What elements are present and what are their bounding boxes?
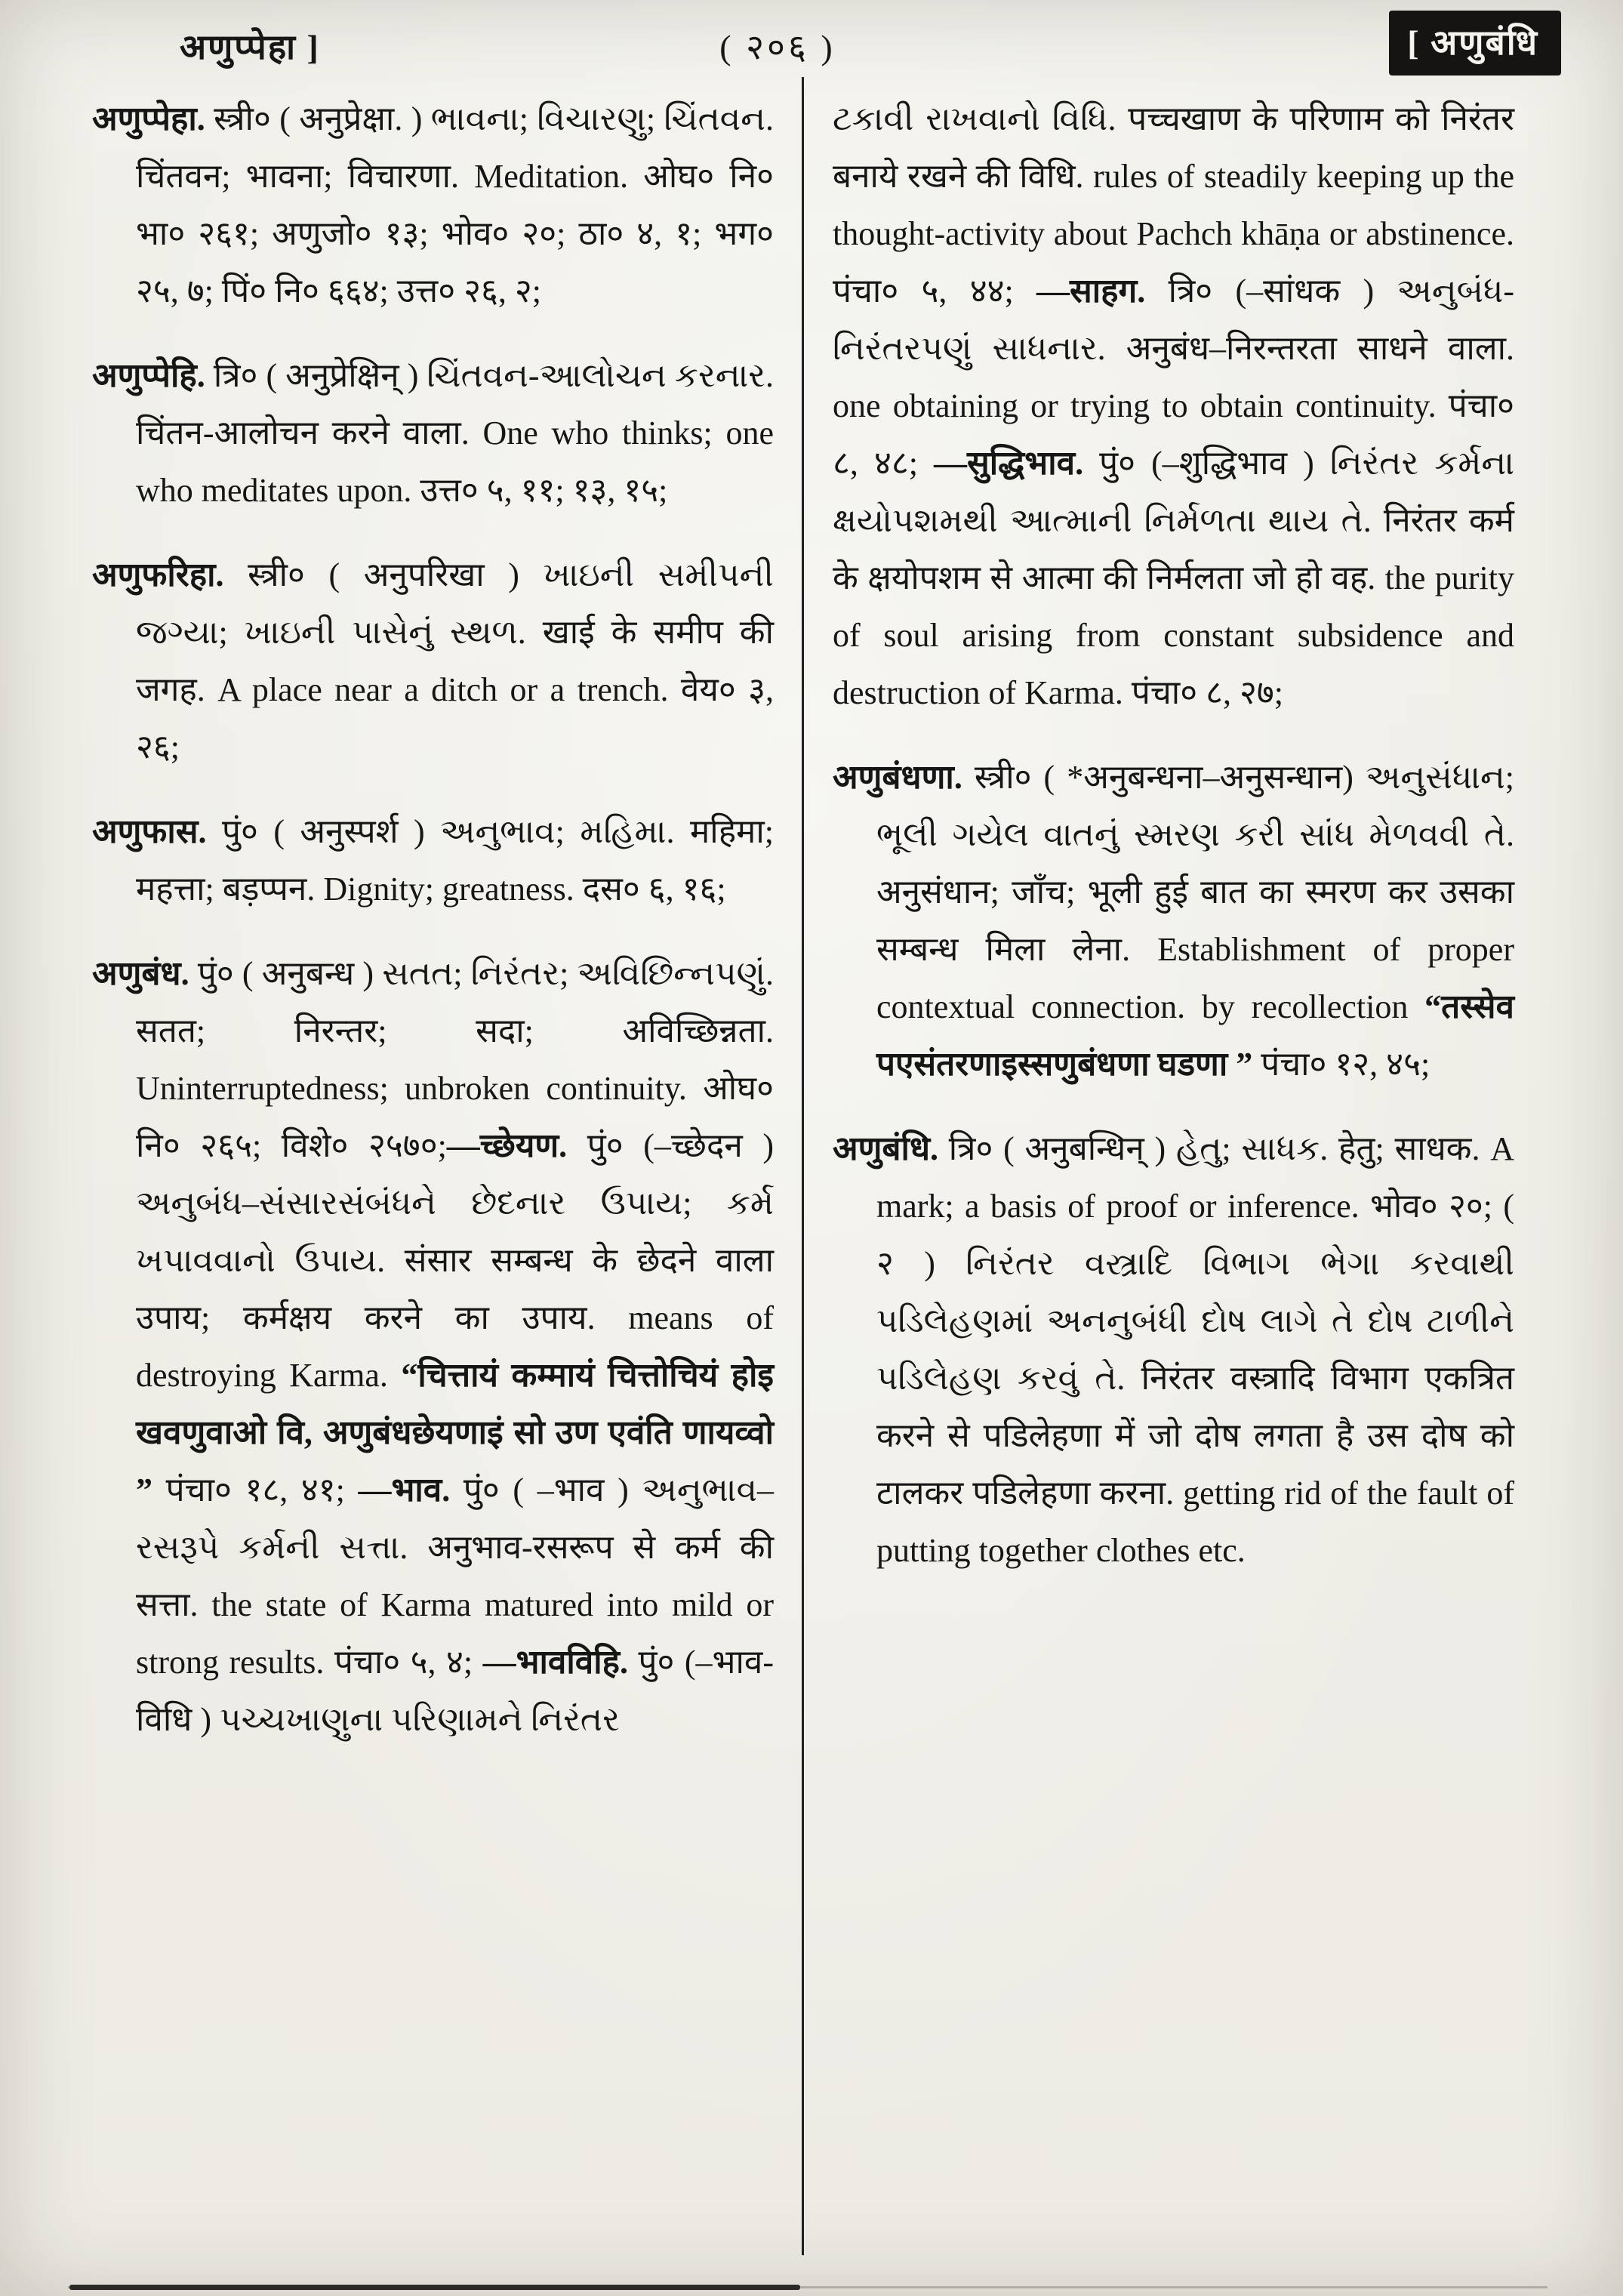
headword-text: —सुद्धिभाव. <box>934 445 1084 482</box>
headword-text: अणुबंधणा. <box>833 759 962 796</box>
dictionary-entry <box>92 547 774 776</box>
text-block <box>92 91 1514 1776</box>
entry-body-text: ટકાવી રાખવાનો વિધિ. पच्चखाण के परिणाम को निरंतर बनाये रखने की विधि. rules of steadily keeping up the thought-activity about Pachch khāṇa or abstinence. पंचा० ५, ४४; <box>833 100 1514 310</box>
entry-body-text: पुं० ( अनुबन्ध ) સતત; નિરંતર; અવિછિન્નપણું. सतत; निरन्तर; सदा; अविच्छिन्नता. Uninterruptedness; unbroken continuity. ओघ० नि० २६५; विशे० २५७०; <box>136 955 774 1164</box>
entry-body-text: पुं० ( –भाव ) અનુભાવ–રસરૂપે કર્મની સત્તા. अनुभाव-रसरूप से कर्म की सत्ता. the state of Karma matured into mild or strong results. पंचा० ५, ४; <box>136 1472 775 1681</box>
headword-text: —भाव. <box>358 1472 451 1509</box>
entry-body-text: पुं० (–शुद्धिभाव ) નિરંતર કર્મના ક્ષયોપશમથી આત્માની નિર્મળતા થાય તે. निरंतर कर्म के क्षयोपशम से आत्मा की निर्मलता जो हो वह. the purity of soul arising from constant subsidence and destruction of Karma. पंचा० ८, २७; <box>833 445 1514 711</box>
headword-text: अणुबंधि. <box>833 1130 939 1167</box>
entry-body-text: पंचा० १८, ४१; <box>152 1472 359 1509</box>
left-column <box>92 91 774 1776</box>
entry-body-text: त्रि० ( अनुप्रेक्षिन् ) ચિંતવન-આલોચન કરનાર. चिंतन-आलोचन करने वाला. One who thinks; one who meditates upon. उत्त० ५, ११; १३, १५; <box>136 357 774 509</box>
entry-continuation-paragraph <box>833 91 1514 722</box>
entry-body-text: त्रि० (–सांधक ) અનુબંધ-નિરંતરપણું સાધનાર. अनुबंध–निरन्तरता साधने वाला. one obtaining or trying to obtain continuity. पंचा० ८, ४८; <box>833 273 1514 482</box>
entry-body-text: पंचा० १२, ४५; <box>1252 1046 1431 1083</box>
entry-body-text: पुं० ( अनुस्पर्श ) અનુભાવ; મહિમા. महिमा; महत्ता; बड़प्पन. Dignity; greatness. दस० ६, १६; <box>136 813 774 908</box>
dictionary-entry <box>92 803 774 918</box>
entry-body-text: पुं० (–भाव-विधि ) પચ્ચખાણુના પરિણામને નિરંતર <box>136 1644 774 1738</box>
headword-text: अणुप्पेहा. <box>92 100 205 137</box>
headword-text: अणुफरिहा. <box>92 556 224 593</box>
dictionary-entry <box>92 347 774 519</box>
entry-body-text: स्त्री० ( *अनुबन्धना–अनुसन्धान) અનુસંધાન; ભૂલી ગયેલ વાતનું સ્મરણ કરી સાંધ મેળવવી તે. अनुसंधान; जाँच; भूली हुई बात का स्मरण कर उसका सम्बन्ध मिला लेना. Establishment of proper contextual connection. by recollection <box>876 759 1514 1025</box>
headword-text: अणुप्पेहि. <box>92 357 205 394</box>
headword-text: —साहग. <box>1036 273 1146 310</box>
page-header <box>0 17 1623 77</box>
headword-text: “तस्सेव पएसंतरणाइस्सणुबंधणा घडणा ” <box>876 988 1514 1083</box>
headword-text: अणुबंध. <box>92 955 189 992</box>
header-guide-word-right <box>1389 11 1561 76</box>
dictionary-entry <box>92 945 774 1749</box>
dictionary-entry <box>833 1120 1514 1579</box>
dictionary-entry <box>833 749 1514 1093</box>
page-number: ( २०६ ) <box>719 28 836 66</box>
headword-text: अणुफास. <box>92 813 207 850</box>
dictionary-entry <box>92 91 774 320</box>
headword-text: —भावविहि. <box>482 1644 629 1681</box>
right-column <box>833 91 1514 1776</box>
headword-text: —च्छेयण. <box>446 1127 568 1164</box>
header-guide-word-right-text: [ अणुबंधि <box>1407 23 1538 62</box>
entry-body-text: त्रि० ( अनुबन्धिन् ) હેતુ; સાધક. हेतु; साधक. A mark; a basis of proof or inference. भोव० २०; ( २ ) નિરંતર વસ્ત્રાદિ વિભાગ ભેગા કરવાથી પડિલેહણમાં અનનુબંધી દોષ લાગે તે દોષ ટાળીને પડિલેહણ કરવું તે. निरंतर वस्त्रादि विभाग एकत्रित करने से पडिलेहणा में जो दोष लगता है उस दोष को टालकर पडिलेहणा करना. getting rid of the fault of putting together clothes etc. <box>876 1130 1514 1569</box>
headword-text: “चित्तायं कम्मायं चित्तोचियं होइ खवणुवाओ वि, अणुबंधछेयणाइं सो उण एवंति णायव्वो ” <box>136 1357 774 1509</box>
entry-body-text: स्त्री० ( अनुप्रेक्षा. ) ભાવના; વિચારણુ; ચિંતવન. चिंतवन; भावना; विचारणा. Meditation. ओघ० नि० भा० २६१; अणुजो० १३; भोव० २०; ठा० ४, १; भग० २५, ७; पिं० नि० ६६४; उत्त० २६, २; <box>136 100 774 310</box>
entry-body-text: पुं० (–च्छेदन ) અનુબંધ–સંસારસંબંધને છેદનાર ઉપાય; કર્મ ખપાવવાનો ઉપાય. संसार सम्बन्ध के छेदने वाला उपाय; कर्मक्षय करने का उपाय. means of destroying Karma. <box>136 1127 774 1394</box>
header-guide-word-left: अणुप्पेहा ] <box>180 28 320 66</box>
entry-body-text: स्त्री० ( अनुपरिखा ) ખાઇની સમીપની જગ્યા; ખાઇની પાસેનું સ્થળ. खाई के समीप की जगह. A place near a ditch or a trench. वेय० ३, २६; <box>136 556 774 766</box>
scan-edge-artifact-dark <box>69 2285 800 2290</box>
